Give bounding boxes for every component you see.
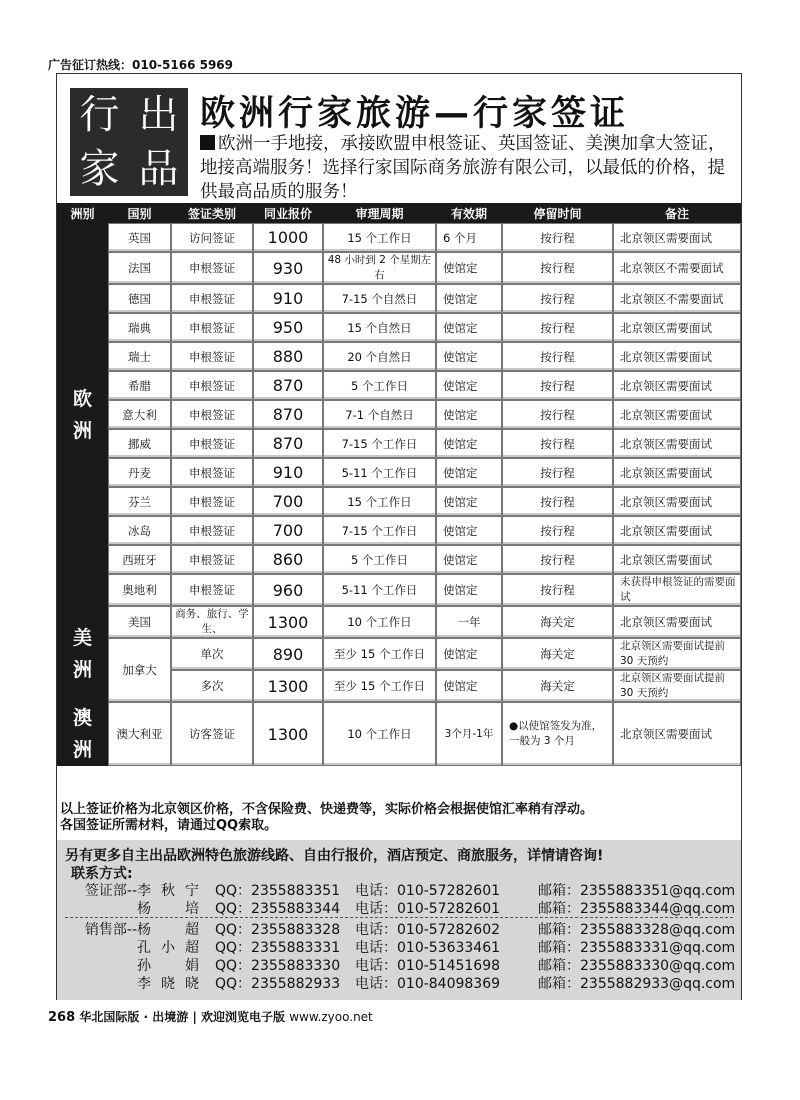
- cell-price: 910: [253, 284, 323, 313]
- cell-stay: 按行程: [502, 545, 613, 574]
- cell-period: 7-15 个工作日: [323, 429, 436, 458]
- cell-stay: 按行程: [502, 458, 613, 487]
- logo-char: 品: [138, 146, 179, 192]
- cell-validity: 使馆定: [436, 400, 502, 429]
- note-line: 以上签证价格为北京领区价格，不含保险费、快递费等，实际价格会根据使馆汇率稍有浮动。: [60, 802, 594, 817]
- cell-country: 加拿大: [108, 638, 171, 702]
- cell-stay: 按行程: [502, 574, 613, 606]
- continent-label: 欧 洲: [72, 387, 92, 442]
- page-title: 欧洲行家旅游—行家签证: [200, 94, 630, 134]
- table-row: [57, 545, 741, 574]
- contact-tel[interactable]: 电话：010-57282602: [355, 922, 501, 938]
- contact-tel[interactable]: 电话：010-51451698: [355, 958, 501, 974]
- cell-price: 870: [253, 371, 323, 400]
- cell-validity: 使馆定: [436, 429, 502, 458]
- cell-country: 挪威: [108, 429, 171, 458]
- header-stay: 停留时间: [502, 203, 613, 223]
- table-row: [57, 574, 741, 606]
- cell-stay: 按行程: [502, 342, 613, 371]
- logo-char: 行: [79, 92, 120, 138]
- table-row: [57, 400, 741, 429]
- cell-validity: 一年: [436, 606, 502, 638]
- table-row: [57, 313, 741, 342]
- cell-stay: ●以使馆签发为准，一般为 3 个月: [502, 702, 613, 766]
- contact-name: 李秋宁: [137, 883, 199, 899]
- table-row: [57, 252, 741, 284]
- cell-visa-type: 商务、旅行、学生、: [171, 606, 253, 638]
- cell-period: 15 个自然日: [323, 313, 436, 342]
- cell-stay: 按行程: [502, 487, 613, 516]
- page-footer: [48, 1008, 373, 1025]
- cell-visa-type: 申根签证: [171, 458, 253, 487]
- contact-tel[interactable]: 电话：010-84098369: [355, 976, 501, 992]
- cell-note: 北京领区需要面试: [613, 702, 741, 766]
- continent-america: [57, 606, 108, 702]
- cell-note: 北京领区需要面试: [613, 342, 741, 371]
- cell-note: 北京领区需要面试: [613, 223, 741, 252]
- cell-price: 1300: [253, 670, 323, 702]
- logo-char: 出: [138, 92, 179, 138]
- ad-hotline: 广告征订热线：010-5166 5969: [48, 58, 234, 72]
- contact-label: 联系方式:: [71, 866, 133, 882]
- cell-price: 700: [253, 516, 323, 545]
- table-row: [57, 284, 741, 313]
- cell-visa-type: 申根签证: [171, 574, 253, 606]
- cell-stay: 海关定: [502, 670, 613, 702]
- cell-stay: 按行程: [502, 223, 613, 252]
- contact-qq[interactable]: QQ：2355883330: [215, 958, 341, 974]
- cell-validity: 使馆定: [436, 342, 502, 371]
- contact-box: [57, 840, 741, 1000]
- note-line: 各国签证所需材料，请通过QQ索取。: [60, 818, 278, 833]
- cell-visa-type: 申根签证: [171, 342, 253, 371]
- cell-period: 5-11 个工作日: [323, 574, 436, 606]
- cell-validity: 使馆定: [436, 371, 502, 400]
- logo-char: 家: [79, 146, 120, 192]
- cell-country: 奥地利: [108, 574, 171, 606]
- cell-note: 北京领区需要面试: [613, 429, 741, 458]
- cell-visa-type: 单次: [171, 638, 253, 670]
- cell-validity: 使馆定: [436, 252, 502, 284]
- footer-separator: |: [192, 1010, 197, 1024]
- table-row: [57, 606, 741, 638]
- cell-price: 870: [253, 429, 323, 458]
- cell-visa-type: 申根签证: [171, 516, 253, 545]
- visa-price-table: [57, 203, 741, 766]
- table-row: [57, 702, 741, 766]
- cell-validity: 使馆定: [436, 516, 502, 545]
- cell-stay: 按行程: [502, 400, 613, 429]
- cell-stay: 海关定: [502, 638, 613, 670]
- contact-qq[interactable]: QQ：2355883331: [215, 940, 341, 956]
- cell-country: 英国: [108, 223, 171, 252]
- cell-note: 北京领区需要面试: [613, 516, 741, 545]
- contact-email[interactable]: 邮箱：2355883330@qq.com: [538, 958, 736, 974]
- price-notes: [60, 802, 593, 834]
- cell-stay: 按行程: [502, 516, 613, 545]
- cell-visa-type: 申根签证: [171, 545, 253, 574]
- table-header-row: [57, 203, 741, 223]
- cell-stay: 海关定: [502, 606, 613, 638]
- cell-visa-type: 申根签证: [171, 400, 253, 429]
- header-continent: 洲别: [57, 203, 108, 223]
- cell-country: 丹麦: [108, 458, 171, 487]
- cell-visa-type: 访客签证: [171, 702, 253, 766]
- cell-stay: 按行程: [502, 429, 613, 458]
- cell-period: 10 个工作日: [323, 702, 436, 766]
- contact-name: 孔小超: [137, 940, 199, 956]
- cell-period: 15 个工作日: [323, 487, 436, 516]
- table-row: [57, 458, 741, 487]
- cell-country: 希腊: [108, 371, 171, 400]
- cell-period: 10 个工作日: [323, 606, 436, 638]
- cell-country: 法国: [108, 252, 171, 284]
- cell-price: 700: [253, 487, 323, 516]
- cell-note: 北京领区需要面试: [613, 487, 741, 516]
- more-services: 另有更多自主出品欧洲特色旅游线路、自由行报价，酒店预定、商旅服务，详情请咨询!: [65, 848, 604, 864]
- header-country: 国别: [108, 203, 171, 223]
- contact-name: 杨 超: [137, 922, 199, 938]
- cell-price: 930: [253, 252, 323, 284]
- cell-price: 890: [253, 638, 323, 670]
- continent-label: 美 洲: [72, 627, 92, 681]
- cell-price: 910: [253, 458, 323, 487]
- table-row: [57, 371, 741, 400]
- cell-country: 瑞士: [108, 342, 171, 371]
- cell-period: 15 个工作日: [323, 223, 436, 252]
- header-visa-type: 签证类别: [171, 203, 253, 223]
- contact-name: 杨 培: [137, 901, 199, 917]
- table-row: [57, 342, 741, 371]
- contact-tel[interactable]: 电话：010-53633461: [355, 940, 501, 956]
- cell-validity: 使馆定: [436, 313, 502, 342]
- cell-country: 西班牙: [108, 545, 171, 574]
- contact-email[interactable]: 邮箱：2355883331@qq.com: [538, 940, 736, 956]
- contact-name: 李晓晓: [137, 976, 199, 992]
- cell-stay: 按行程: [502, 371, 613, 400]
- table-row: [57, 516, 741, 545]
- cell-price: 1300: [253, 702, 323, 766]
- contact-row: [65, 898, 736, 918]
- cell-price: 960: [253, 574, 323, 606]
- cell-period: 48 小时到 2 个星期左右: [323, 252, 436, 284]
- cell-stay: 按行程: [502, 313, 613, 342]
- company-logo: [70, 88, 188, 196]
- contact-qq[interactable]: QQ：2355883328: [215, 922, 341, 938]
- cell-period: 5-11 个工作日: [323, 458, 436, 487]
- cell-validity: 使馆定: [436, 670, 502, 702]
- contact-qq[interactable]: QQ：2355883344: [215, 901, 341, 917]
- cell-period: 至少 15 个工作日: [323, 670, 436, 702]
- bullet-square-icon: [200, 135, 215, 150]
- cell-period: 至少 15 个工作日: [323, 638, 436, 670]
- cell-validity: 使馆定: [436, 458, 502, 487]
- cell-period: 5 个工作日: [323, 371, 436, 400]
- table-row: [57, 638, 741, 670]
- cell-country: 德国: [108, 284, 171, 313]
- continent-label: 澳 洲: [72, 707, 92, 761]
- continent-europe: [57, 223, 108, 606]
- cell-validity: 6 个月: [436, 223, 502, 252]
- contact-qq[interactable]: QQ：2355882933: [215, 976, 341, 992]
- page-number: 268: [48, 1010, 76, 1025]
- cell-country: 美国: [108, 606, 171, 638]
- cell-country: 冰岛: [108, 516, 171, 545]
- table-row: [57, 429, 741, 458]
- cell-validity: 使馆定: [436, 284, 502, 313]
- cell-period: 7-15 个自然日: [323, 284, 436, 313]
- cell-price: 950: [253, 313, 323, 342]
- contact-email[interactable]: 邮箱：2355883351@qq.com: [538, 883, 736, 899]
- cell-note: 未获得申根签证的需要面试: [613, 574, 741, 606]
- cell-price: 1000: [253, 223, 323, 252]
- intro-body: 欧洲一手地接，承接欧盟申根签证、英国签证、美澳加拿大签证，地接高端服务！选择行家国际商务旅游有限公司，以最低的价格，提供最高品质的服务！: [200, 134, 726, 202]
- cell-period: 7-15 个工作日: [323, 516, 436, 545]
- table-row: [57, 487, 741, 516]
- cell-note: 北京领区需要面试提前 30 天预约: [613, 638, 741, 670]
- cell-price: 860: [253, 545, 323, 574]
- footer-url[interactable]: www.zyoo.net: [289, 1010, 373, 1024]
- cell-note: 北京领区需要面试: [613, 458, 741, 487]
- footer-browse: 欢迎浏览电子版: [201, 1010, 286, 1024]
- contact-tel[interactable]: 电话：010-57282601: [355, 883, 501, 899]
- cell-country: 澳大利亚: [108, 702, 171, 766]
- cell-price: 880: [253, 342, 323, 371]
- cell-note: 北京领区需要面试: [613, 313, 741, 342]
- cell-note: 北京领区需要面试: [613, 400, 741, 429]
- cell-country: 芬兰: [108, 487, 171, 516]
- cell-note: 北京领区需要面试: [613, 371, 741, 400]
- cell-validity: 3个月-1年: [436, 702, 502, 766]
- cell-visa-type: 申根签证: [171, 284, 253, 313]
- cell-stay: 按行程: [502, 252, 613, 284]
- cell-country: 意大利: [108, 400, 171, 429]
- cell-period: 7-1 个自然日: [323, 400, 436, 429]
- cell-visa-type: 申根签证: [171, 252, 253, 284]
- cell-visa-type: 申根签证: [171, 429, 253, 458]
- contact-qq[interactable]: QQ：2355883351: [215, 883, 341, 899]
- cell-visa-type: 申根签证: [171, 487, 253, 516]
- contact-email[interactable]: 邮箱：2355882933@qq.com: [538, 976, 736, 992]
- cell-stay: 按行程: [502, 284, 613, 313]
- cell-note: 北京领区需要面试: [613, 545, 741, 574]
- cell-price: 1300: [253, 606, 323, 638]
- cell-price: 870: [253, 400, 323, 429]
- cell-note: 北京领区不需要面试: [613, 252, 741, 284]
- cell-visa-type: 申根签证: [171, 371, 253, 400]
- cell-note: 北京领区不需要面试: [613, 284, 741, 313]
- cell-validity: 使馆定: [436, 545, 502, 574]
- cell-visa-type: 多次: [171, 670, 253, 702]
- cell-validity: 使馆定: [436, 574, 502, 606]
- cell-validity: 使馆定: [436, 487, 502, 516]
- contact-email[interactable]: 邮箱：2355883344@qq.com: [538, 901, 736, 917]
- cell-visa-type: 申根签证: [171, 313, 253, 342]
- cell-validity: 使馆定: [436, 638, 502, 670]
- header-period: 审理周期: [323, 203, 436, 223]
- contact-email[interactable]: 邮箱：2355883328@qq.com: [538, 922, 736, 938]
- contact-tel[interactable]: 电话：010-57282601: [355, 901, 501, 917]
- header-price: 同业报价: [253, 203, 323, 223]
- cell-period: 5 个工作日: [323, 545, 436, 574]
- continent-oceania: [57, 702, 108, 766]
- cell-note: 北京领区需要面试: [613, 606, 741, 638]
- header-validity: 有效期: [436, 203, 502, 223]
- intro-text: [200, 132, 740, 204]
- contact-dept: 销售部--: [84, 922, 137, 938]
- footer-section: 华北国际版 · 出境游: [79, 1010, 189, 1024]
- contact-dept: 签证部--: [84, 883, 137, 899]
- table-row: [57, 223, 741, 252]
- cell-note: 北京领区需要面试提前 30 天预约: [613, 670, 741, 702]
- contact-name: 孙 娟: [137, 958, 199, 974]
- cell-period: 20 个自然日: [323, 342, 436, 371]
- cell-visa-type: 访问签证: [171, 223, 253, 252]
- header-note: 备注: [613, 203, 741, 223]
- cell-country: 瑞典: [108, 313, 171, 342]
